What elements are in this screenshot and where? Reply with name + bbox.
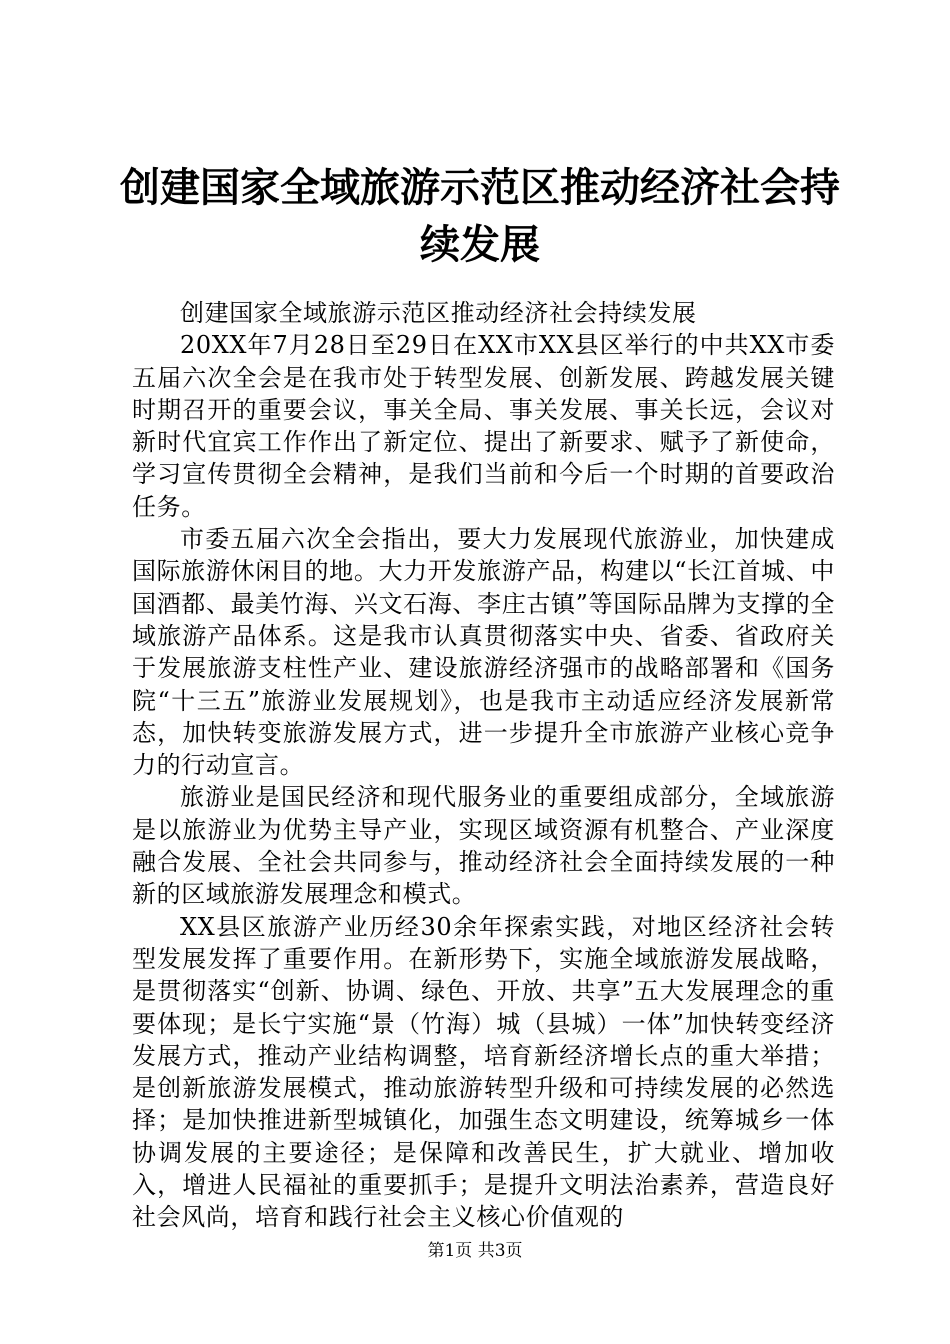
paragraph-tourism-goals: 市委五届六次全会指出，要大力发展现代旅游业，加快建成国际旅游休闲目的地。大力开发旅游产品，构建以“长江首城、中国酒都、最美竹海、兴文石海、李庄古镇”等国际品牌为支撑的全域旅游产品体系。这是我市认真贯彻落实中央、省委、省政府关于发展旅游支柱性产业、建设旅游经济强市的战略部署和《国务院“十三五”旅游业发展规划》，也是我市主动适应经济发展新常态，加快转变旅游发展方式，进一步提升全市旅游产业核心竞争力的行动宣言。 (132, 525, 835, 780)
paragraph-tourism-definition: 旅游业是国民经济和现代服务业的重要组成部分，全域旅游是以旅游业为优势主导产业，实现区域资源有机整合、产业深度融合发展、全社会共同参与，推动经济社会全面持续发展的一种新的区域旅游发展理念和模式。 (132, 783, 835, 909)
page-footer: 第1页 共3页 (427, 1241, 523, 1261)
document-title: 创建国家全域旅游示范区推动经济社会持续发展 (120, 165, 840, 268)
paragraph-subtitle: 创建国家全域旅游示范区推动经济社会持续发展 (180, 299, 697, 327)
document-body (132, 297, 835, 1234)
paragraph-county-practice: XX县区旅游产业历经30余年探索实践，对地区经济社会转型发展发挥了重要作用。在新形势下，实施全域旅游发展战略，是贯彻落实“创新、协调、绿色、开放、共享”五大发展理念的重要体现；是长宁实施“景（竹海）城（县城）一体”加快转变经济发展方式，推动产业结构调整，培育新经济增长点的重大举措；是创新旅游发展模式，推动旅游转型升级和可持续发展的必然选择；是加快推进新型城镇化，加强生态文明建设，统筹城乡一体协调发展的主要途径；是保障和改善民生，扩大就业、增加收入，增进人民福祉的重要抓手；是提升文明法治素养，营造良好社会风尚，培育和践行社会主义核心价值观的 (132, 912, 835, 1232)
paragraph-plenum-intro: 20XX年7月28日至29日在XX市XX县区举行的中共XX市委五届六次全会是在我市处于转型发展、创新发展、跨越发展关键时期召开的重要会议，事关全局、事关发展、事关长远，会议对新时代宜宾工作作出了新定位、提出了新要求、赋予了新使命，学习宣传贯彻全会精神，是我们当前和今后一个时期的首要政治任务。 (132, 331, 835, 521)
